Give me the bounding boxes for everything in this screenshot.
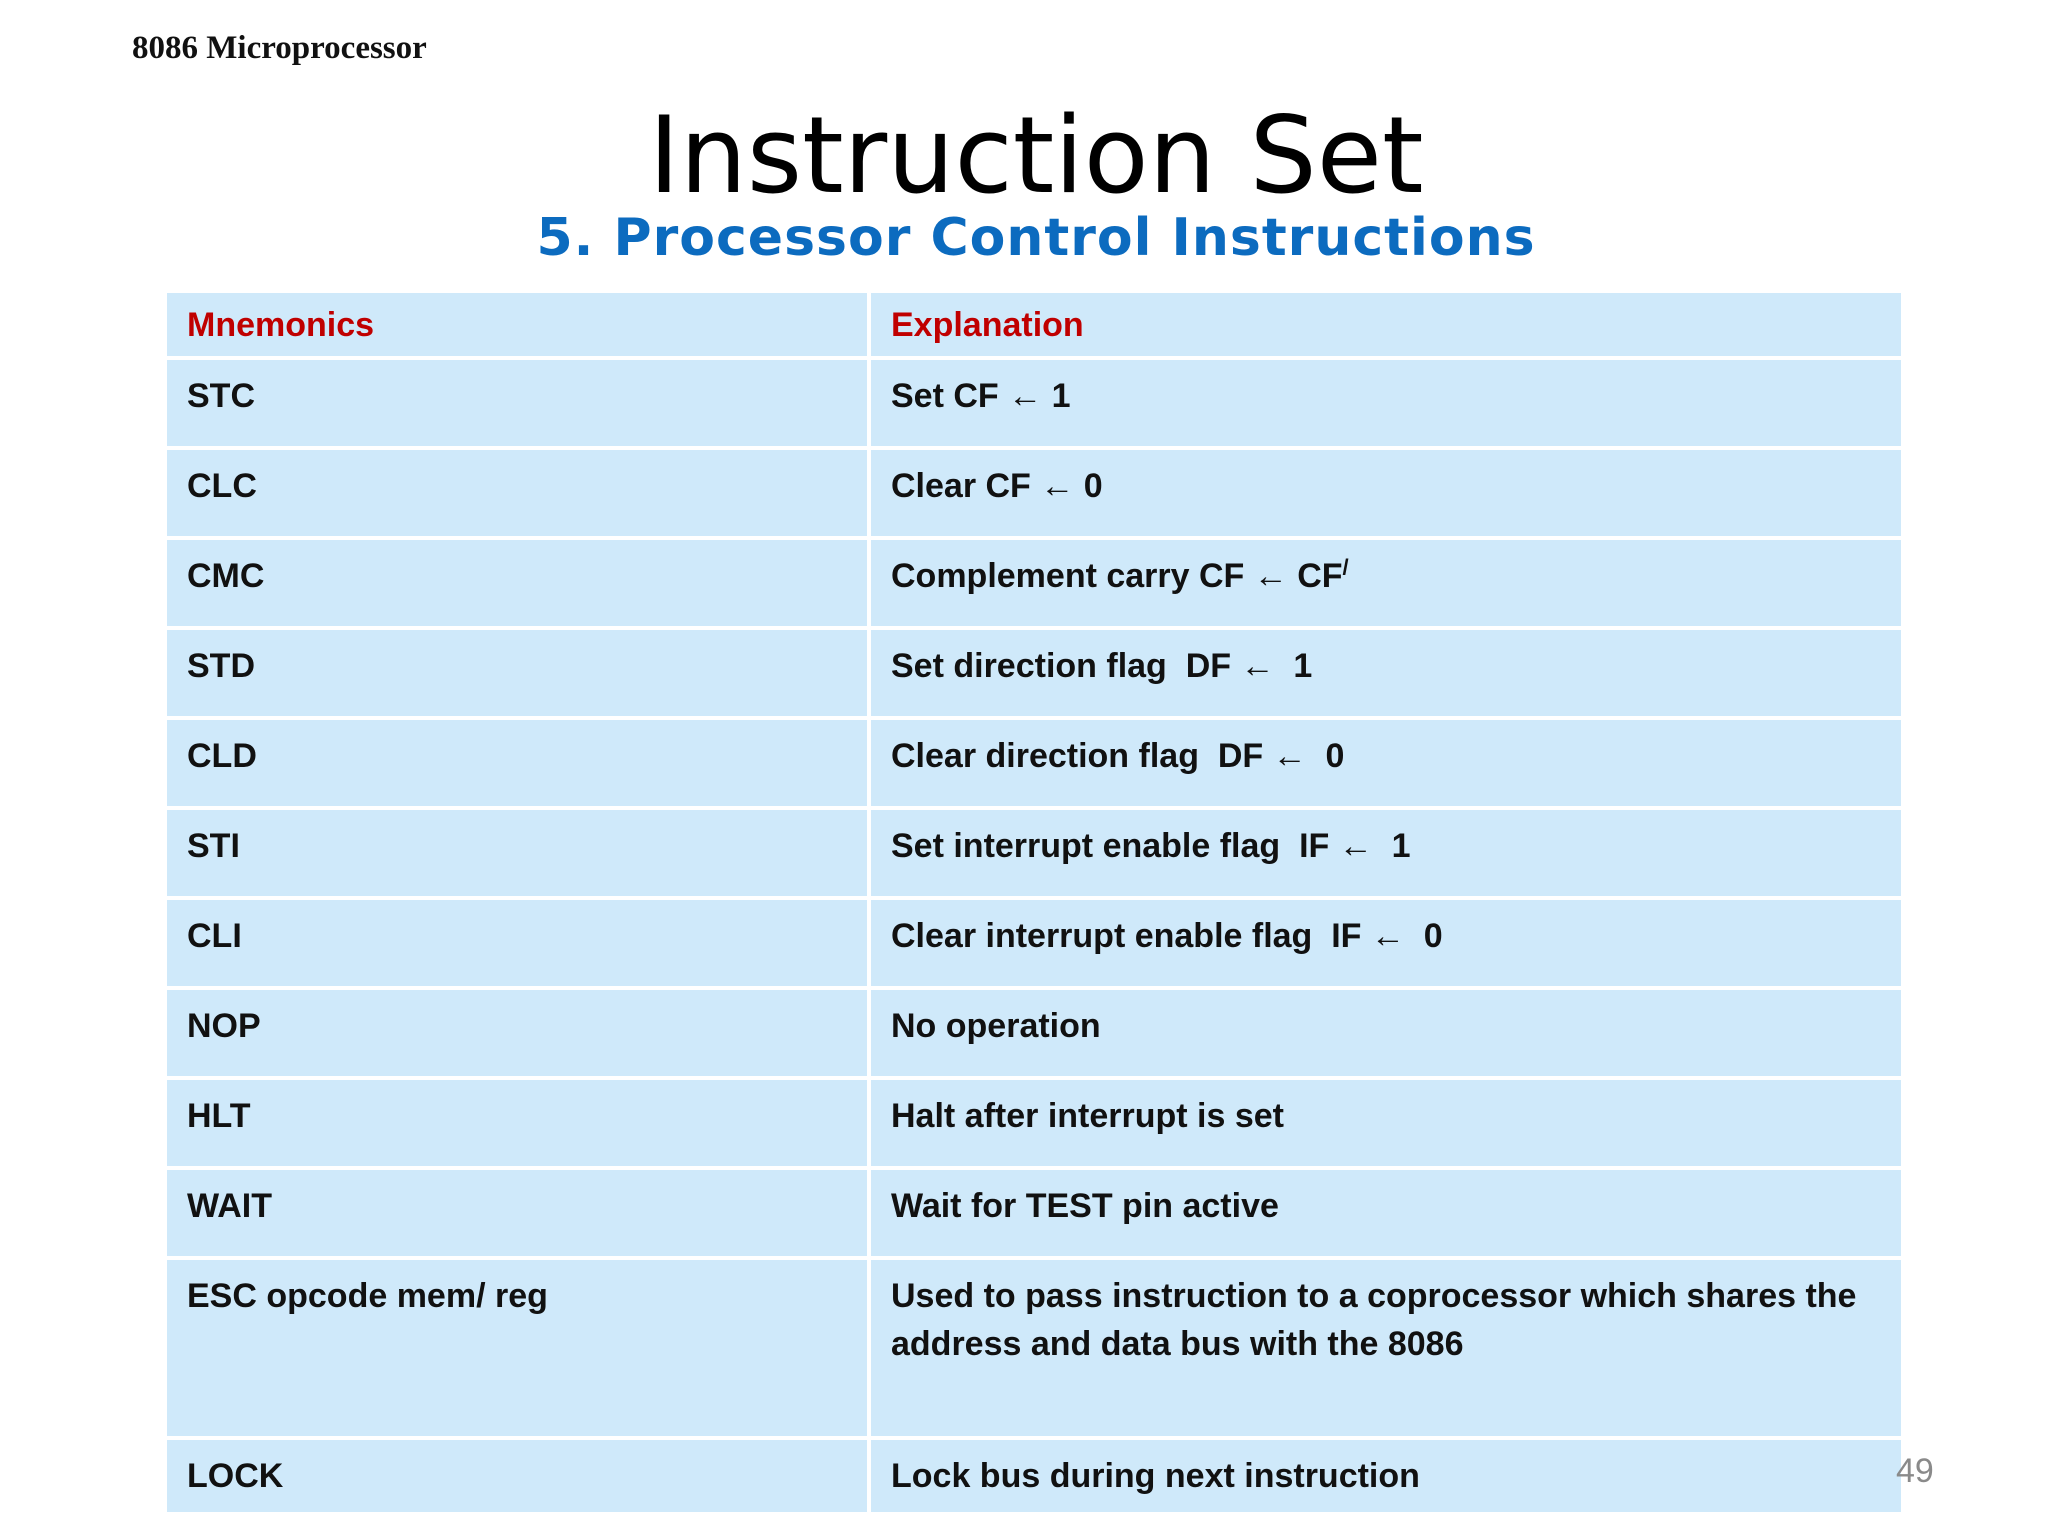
mnemonic-cell: CLI — [167, 900, 867, 986]
prime-mark: / — [1342, 554, 1349, 580]
mnemonic-cell: WAIT — [167, 1170, 867, 1256]
slide-title: Instruction Set — [648, 94, 1424, 217]
mnemonic-cell: CLC — [167, 450, 867, 536]
mnemonic-cell: CMC — [167, 540, 867, 626]
header-label: 8086 Microprocessor — [132, 30, 427, 66]
mnemonic-cell: HLT — [167, 1080, 867, 1166]
explanation-cell — [871, 540, 1901, 626]
explanation-cell: Set CF ← 1 — [871, 360, 1901, 446]
explanation-cell: Set interrupt enable flag IF ← 1 — [871, 810, 1901, 896]
mnemonic-cell: LOCK — [167, 1440, 867, 1512]
explanation-cell: Wait for TEST pin active — [871, 1170, 1901, 1256]
explanation-cell: Lock bus during next instruction — [871, 1440, 1901, 1512]
explanation-cell: Clear CF ← 0 — [871, 450, 1901, 536]
mnemonic-cell: STC — [167, 360, 867, 446]
explanation-cell: Used to pass instruction to a coprocessor which shares the address and data bus with the 8086 — [871, 1260, 1901, 1436]
mnemonic-cell: STD — [167, 630, 867, 716]
instruction-table — [167, 293, 1901, 1512]
explanation-cell: No operation — [871, 990, 1901, 1076]
column-header-mnemonics: Mnemonics — [167, 293, 867, 356]
explanation-cell: Halt after interrupt is set — [871, 1080, 1901, 1166]
mnemonic-cell: STI — [167, 810, 867, 896]
explanation-text: Complement carry CF ← CF — [891, 557, 1343, 595]
page-number: 49 — [1896, 1452, 1934, 1490]
column-header-explanation: Explanation — [871, 293, 1901, 356]
slide-subtitle: 5. Processor Control Instructions — [536, 208, 1536, 268]
explanation-cell: Set direction flag DF ← 1 — [871, 630, 1901, 716]
mnemonic-cell: NOP — [167, 990, 867, 1076]
mnemonic-cell: CLD — [167, 720, 867, 806]
mnemonic-cell: ESC opcode mem/ reg — [167, 1260, 867, 1436]
explanation-cell: Clear interrupt enable flag IF ← 0 — [871, 900, 1901, 986]
explanation-cell: Clear direction flag DF ← 0 — [871, 720, 1901, 806]
